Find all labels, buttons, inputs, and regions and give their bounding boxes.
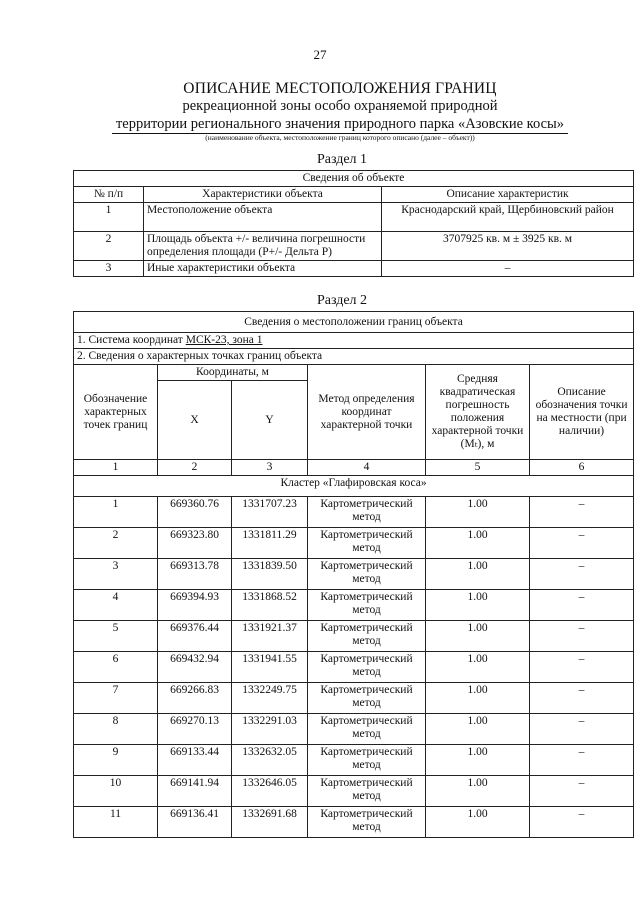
point-error: 1.00 [426, 652, 530, 683]
point-y: 1332291.03 [232, 714, 308, 745]
row-number: 3 [74, 261, 144, 277]
point-method: Картометрический метод [308, 807, 426, 838]
section1-title: Раздел 1 [316, 152, 368, 167]
header-error: Средняя квадратическая погрешность положения характерной точки (Mₜ), м [426, 365, 530, 460]
point-y: 1331868.52 [232, 590, 308, 621]
document-subtitle-line2 [0, 116, 640, 133]
row-description: 3707925 кв. м ± 3925 кв. м [382, 232, 634, 261]
document-subtitle-line1: рекреационной зоны особо охраняемой природной [182, 98, 498, 114]
table-row [74, 559, 634, 590]
column-number: 1 [74, 460, 158, 476]
point-method: Картометрический метод [308, 528, 426, 559]
point-error: 1.00 [426, 497, 530, 528]
point-description: – [530, 528, 634, 559]
column-number: 6 [530, 460, 634, 476]
point-method: Картометрический метод [308, 497, 426, 528]
point-method: Картометрический метод [308, 776, 426, 807]
row-number: 2 [74, 232, 144, 261]
point-error: 1.00 [426, 559, 530, 590]
section2-title: Раздел 2 [316, 293, 368, 308]
point-y: 1331921.37 [232, 621, 308, 652]
table-row [74, 232, 634, 261]
column-number: 2 [158, 460, 232, 476]
table-row [74, 203, 634, 232]
row-number: 1 [74, 203, 144, 232]
point-number: 9 [74, 745, 158, 776]
page-number: 27 [313, 47, 327, 62]
header-description: Описание характеристик [382, 187, 634, 203]
row-characteristic: Иные характеристики объекта [144, 261, 382, 277]
table-row [74, 590, 634, 621]
header-characteristic: Характеристики объекта [144, 187, 382, 203]
header-x: X [158, 381, 232, 460]
boundary-table-title: Сведения о местоположении границ объекта [74, 312, 634, 333]
coordinate-system-label: 1. Система координат [77, 334, 186, 346]
point-description: – [530, 807, 634, 838]
point-description: – [530, 714, 634, 745]
point-description: – [530, 590, 634, 621]
point-number: 6 [74, 652, 158, 683]
point-x: 669313.78 [158, 559, 232, 590]
point-x: 669141.94 [158, 776, 232, 807]
point-x: 669360.76 [158, 497, 232, 528]
point-method: Картометрический метод [308, 590, 426, 621]
table-row [74, 528, 634, 559]
row-description: Краснодарский край, Щербиновский район [382, 203, 634, 232]
coordinate-system-value: МСК-23, зона 1 [185, 334, 263, 346]
point-x: 669376.44 [158, 621, 232, 652]
header-method: Метод определения координат характерной точки [308, 365, 426, 460]
table-row [74, 776, 634, 807]
point-error: 1.00 [426, 776, 530, 807]
point-description: – [530, 776, 634, 807]
table-row [74, 497, 634, 528]
point-number: 3 [74, 559, 158, 590]
point-x: 669394.93 [158, 590, 232, 621]
header-point: Обозначение характерных точек границ [74, 365, 158, 460]
point-method: Картометрический метод [308, 714, 426, 745]
point-error: 1.00 [426, 683, 530, 714]
point-error: 1.00 [426, 745, 530, 776]
table-row [74, 652, 634, 683]
table-row [74, 683, 634, 714]
point-y: 1331811.29 [232, 528, 308, 559]
column-number: 5 [426, 460, 530, 476]
point-description: – [530, 559, 634, 590]
point-y: 1331941.55 [232, 652, 308, 683]
cluster-name: Кластер «Глафировская коса» [74, 476, 634, 497]
boundary-points-table [73, 311, 634, 838]
header-point-description: Описание обозначения точки на местности (при наличии) [530, 365, 634, 460]
point-number: 5 [74, 621, 158, 652]
header-number: № п/п [74, 187, 144, 203]
point-y: 1332691.68 [232, 807, 308, 838]
row-characteristic: Местоположение объекта [144, 203, 382, 232]
point-error: 1.00 [426, 621, 530, 652]
point-number: 11 [74, 807, 158, 838]
point-y: 1332646.05 [232, 776, 308, 807]
column-number: 4 [308, 460, 426, 476]
point-error: 1.00 [426, 528, 530, 559]
table-row [74, 621, 634, 652]
point-y: 1332632.05 [232, 745, 308, 776]
point-method: Картометрический метод [308, 745, 426, 776]
point-number: 7 [74, 683, 158, 714]
point-y: 1331707.23 [232, 497, 308, 528]
table-row [74, 745, 634, 776]
points-info-line: 2. Сведения о характерных точках границ объекта [74, 349, 634, 365]
point-y: 1331839.50 [232, 559, 308, 590]
table-row [74, 261, 634, 277]
object-info-table-title: Сведения об объекте [74, 171, 634, 187]
point-number: 10 [74, 776, 158, 807]
points-body [74, 497, 634, 838]
header-coordinates: Координаты, м [158, 365, 308, 381]
point-x: 669133.44 [158, 745, 232, 776]
point-y: 1332249.75 [232, 683, 308, 714]
point-number: 8 [74, 714, 158, 745]
point-description: – [530, 497, 634, 528]
point-error: 1.00 [426, 807, 530, 838]
object-info-table [73, 170, 634, 277]
point-error: 1.00 [426, 714, 530, 745]
point-description: – [530, 621, 634, 652]
row-characteristic: Площадь объекта +/- величина погрешности определения площади (P+/- Дельта P) [144, 232, 382, 261]
point-method: Картометрический метод [308, 559, 426, 590]
point-x: 669270.13 [158, 714, 232, 745]
table-row [74, 714, 634, 745]
point-number: 4 [74, 590, 158, 621]
document-title: ОПИСАНИЕ МЕСТОПОЛОЖЕНИЯ ГРАНИЦ [183, 80, 497, 97]
point-x: 669323.80 [158, 528, 232, 559]
point-method: Картометрический метод [308, 621, 426, 652]
point-description: – [530, 652, 634, 683]
point-number: 2 [74, 528, 158, 559]
point-number: 1 [74, 497, 158, 528]
table-row [74, 807, 634, 838]
header-y: Y [232, 381, 308, 460]
coordinate-system [74, 333, 634, 349]
point-x: 669266.83 [158, 683, 232, 714]
point-method: Картометрический метод [308, 652, 426, 683]
point-error: 1.00 [426, 590, 530, 621]
object-caption: (наименование объекта, местоположение границ которого описано (далее – объект)) [205, 133, 475, 142]
object-name: территории регионального значения природного парка «Азовские косы» [112, 116, 568, 134]
row-description: – [382, 261, 634, 277]
point-method: Картометрический метод [308, 683, 426, 714]
point-description: – [530, 745, 634, 776]
point-x: 669432.94 [158, 652, 232, 683]
column-number: 3 [232, 460, 308, 476]
point-x: 669136.41 [158, 807, 232, 838]
point-description: – [530, 683, 634, 714]
